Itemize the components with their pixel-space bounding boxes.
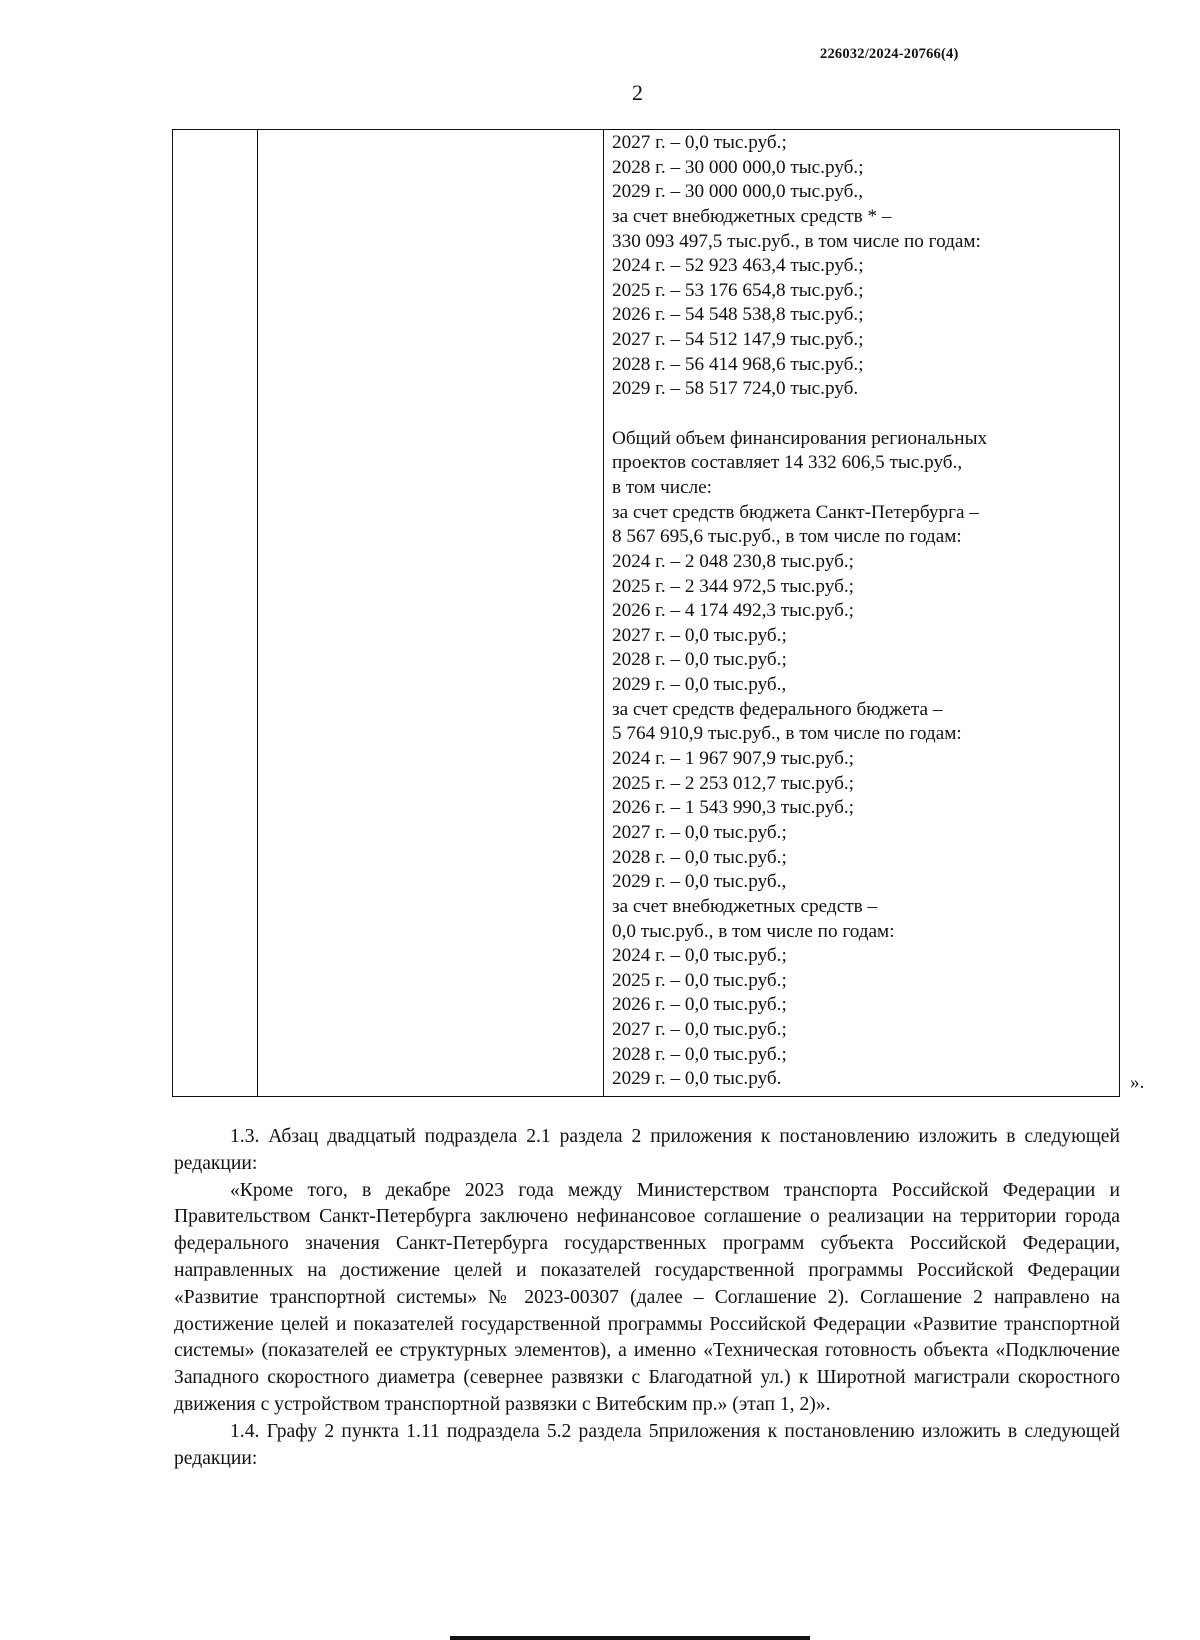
financing-line: 2029 г. – 0,0 тыс.руб., bbox=[612, 674, 787, 696]
financing-line: 2029 г. – 58 517 724,0 тыс.руб. bbox=[612, 378, 859, 400]
page-number: 2 bbox=[632, 80, 643, 105]
paragraph-1-4: 1.4. Графу 2 пункта 1.11 подраздела 5.2 раздела 5приложения к постановлению изложить в следующей редакции: bbox=[174, 1420, 1120, 1469]
financing-table bbox=[172, 129, 1120, 1097]
bottom-edge-mark bbox=[450, 1636, 810, 1640]
closing-quote: ». bbox=[1130, 1072, 1145, 1093]
financing-line: 2027 г. – 0,0 тыс.руб.; bbox=[612, 624, 787, 646]
financing-line: 2028 г. – 0,0 тыс.руб.; bbox=[612, 649, 787, 671]
financing-line: 2024 г. – 2 048 230,8 тыс.руб.; bbox=[612, 550, 854, 572]
financing-line: 2029 г. – 30 000 000,0 тыс.руб., bbox=[612, 181, 864, 203]
paragraph-quoted-amendment: «Кроме того, в декабре 2023 года между Министерством транспорта Российской Федерации и Правительством Санкт-Петербурга заключено нефинансовое соглашение о реализации на территории города федерального значения Санкт-Петербурга государственных программ субъекта Российской Федерации, направленных на достижение целей и показателей государственной программы Российской Федерации «Развитие транспортной системы» № 2023-00307 (далее – Соглашение 2). Соглашение 2 направлено на достижение целей и показателей государственной программы Российской Федерации «Развитие транспортной системы» (показателей ее структурных элементов), а именно «Техническая готовность объекта «Подключение Западного скоростного диаметра (севернее развязки с Благодатной ул.) к Широтной магистрали скоростного движения с устройством транспортной развязки с Витебским пр.» (этап 1, 2)». bbox=[174, 1179, 1120, 1415]
financing-lines bbox=[612, 131, 1117, 1092]
financing-line: 330 093 497,5 тыс.руб., в том числе по годам: bbox=[612, 230, 981, 252]
financing-line: 2028 г. – 0,0 тыс.руб.; bbox=[612, 1043, 787, 1065]
financing-line: 2029 г. – 0,0 тыс.руб., bbox=[612, 871, 787, 893]
financing-line: 2026 г. – 0,0 тыс.руб.; bbox=[612, 994, 787, 1016]
body-text bbox=[174, 1124, 1120, 1472]
financing-line: за счет внебюджетных средств – bbox=[612, 895, 878, 917]
financing-line: 2024 г. – 1 967 907,9 тыс.руб.; bbox=[612, 748, 854, 770]
financing-line: 8 567 695,6 тыс.руб., в том числе по годам: bbox=[612, 526, 962, 548]
financing-line: 2027 г. – 0,0 тыс.руб.; bbox=[612, 132, 787, 153]
table-column-divider-1 bbox=[257, 130, 258, 1096]
financing-line: 2025 г. – 53 176 654,8 тыс.руб.; bbox=[612, 279, 864, 301]
financing-line: 2027 г. – 0,0 тыс.руб.; bbox=[612, 821, 787, 843]
financing-line: за счет средств бюджета Санкт-Петербурга – bbox=[612, 501, 979, 523]
registration-number: 226032/2024-20766(4) bbox=[820, 46, 959, 62]
financing-line: 0,0 тыс.руб., в том числе по годам: bbox=[612, 920, 895, 942]
financing-line: 2024 г. – 52 923 463,4 тыс.руб.; bbox=[612, 255, 864, 277]
financing-line: 5 764 910,9 тыс.руб., в том числе по годам: bbox=[612, 723, 962, 745]
financing-line: 2028 г. – 56 414 968,6 тыс.руб.; bbox=[612, 353, 864, 375]
financing-line: за счет внебюджетных средств * – bbox=[612, 205, 892, 227]
financing-line: 2028 г. – 0,0 тыс.руб.; bbox=[612, 846, 787, 868]
financing-line: проектов составляет 14 332 606,5 тыс.руб., bbox=[612, 452, 963, 474]
financing-line: 2026 г. – 1 543 990,3 тыс.руб.; bbox=[612, 797, 854, 819]
financing-line: 2024 г. – 0,0 тыс.руб.; bbox=[612, 945, 787, 967]
table-column-divider-2 bbox=[603, 130, 604, 1096]
financing-line: за счет средств федерального бюджета – bbox=[612, 698, 943, 720]
financing-line: 2025 г. – 0,0 тыс.руб.; bbox=[612, 969, 787, 991]
financing-line: 2026 г. – 54 548 538,8 тыс.руб.; bbox=[612, 304, 864, 326]
financing-line: 2028 г. – 30 000 000,0 тыс.руб.; bbox=[612, 156, 864, 178]
financing-line: 2029 г. – 0,0 тыс.руб. bbox=[612, 1068, 782, 1090]
financing-line: Общий объем финансирования региональных bbox=[612, 427, 988, 449]
financing-line: 2027 г. – 54 512 147,9 тыс.руб.; bbox=[612, 329, 864, 351]
financing-line: 2026 г. – 4 174 492,3 тыс.руб.; bbox=[612, 600, 854, 622]
financing-line: 2025 г. – 2 253 012,7 тыс.руб.; bbox=[612, 772, 854, 794]
financing-line: 2027 г. – 0,0 тыс.руб.; bbox=[612, 1019, 787, 1041]
financing-line: 2025 г. – 2 344 972,5 тыс.руб.; bbox=[612, 575, 854, 597]
financing-line: в том числе: bbox=[612, 476, 713, 498]
financing-line bbox=[612, 402, 1117, 427]
paragraph-1-3: 1.3. Абзац двадцатый подраздела 2.1 раздела 2 приложения к постановлению изложить в следующей редакции: bbox=[174, 1126, 1120, 1174]
